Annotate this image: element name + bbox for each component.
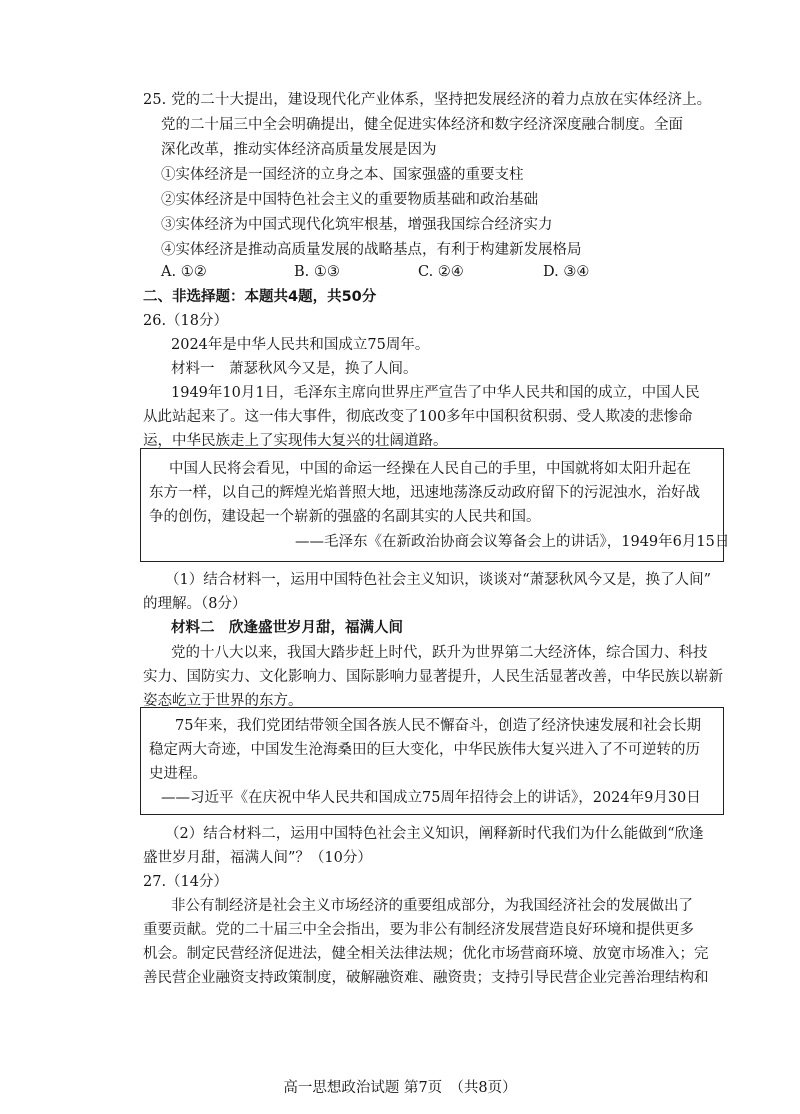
q27-head: 27.（14分） <box>143 874 229 890</box>
q25-statement-3: ③实体经济为中国式现代化筑牢根基，增强我国综合经济实力 <box>161 217 553 233</box>
section-2-heading: 二、非选择题：本题共4题，共50分 <box>143 289 377 305</box>
q27-line-3: 机会。制定民营经济促进法，健全相关法律法规；优化市场营商环境、放宽市场准入；完 <box>143 946 709 962</box>
q25-option-b: B. ①③ <box>294 264 340 280</box>
q26-sub2-line-1: （2）结合材料二，运用中国特色社会主义知识，阐释新时代我们为什么能做到“欣逢 <box>165 826 704 842</box>
quote-box-1-line-1: 中国人民将会看见，中国的命运一经操在人民自己的手里，中国就将如太阳升起在 <box>169 461 691 477</box>
q25-option-c: C. ②④ <box>418 264 464 280</box>
q26-sub1-line-1: （1）结合材料一，运用中国特色社会主义知识，谈谈对“萧瑟秋风今又是，换了人间” <box>165 572 712 588</box>
q26-material-2-line-3: 姿态屹立于世界的东方。 <box>143 693 303 709</box>
q25-option-d: D. ③④ <box>543 264 590 280</box>
q25-statement-4: ④实体经济是推动高质量发展的战略基点，有利于构建新发展格局 <box>161 242 582 258</box>
q25-stem-line-3: 深化改革，推动实体经济高质量发展是因为 <box>161 142 437 158</box>
quote-box-1-line-2: 东方一样，以自己的辉煌光焰普照大地，迅速地荡涤反动政府留下的污泥浊水，治好战 <box>149 485 700 501</box>
q26-material-1-line-3: 运，中华民族走上了实现伟大复兴的壮阔道路。 <box>143 433 448 449</box>
q26-material-1-title: 材料一 萧瑟秋风今又是，换了人间。 <box>171 361 418 377</box>
q26-material-2-line-1: 党的十八大以来，我国大踏步赶上时代，跃升为世界第二大经济体，综合国力、科技 <box>171 645 708 661</box>
quote-box-2-source: ——习近平《在庆祝中华人民共和国成立75周年招待会上的讲话》，2024年9月30日 <box>161 790 701 806</box>
quote-box-2-line-2: 稳定两大奇迹，中国发生沧海桑田的巨大变化，中华民族伟大复兴进入了不可逆转的历 <box>149 742 700 758</box>
page-footer: 高一思想政治试题 第7页 （共8页） <box>283 1080 517 1096</box>
q25-stem-line-2: 党的二十届三中全会明确提出，健全促进实体经济和数字经济深度融合制度。全面 <box>161 117 683 133</box>
q26-material-2-title: 材料二 欣逢盛世岁月甜，福满人间 <box>171 620 403 636</box>
q26-intro: 2024年是中华人民共和国成立75周年。 <box>171 337 430 353</box>
quote-box-2-line-3: 史进程。 <box>149 766 207 782</box>
q27-line-2: 重要贡献。党的二十届三中全会指出，要为非公有制经济发展营造良好环境和提供更多 <box>143 922 694 938</box>
quote-box-1 <box>140 448 730 562</box>
quote-box-1-line-3: 争的创伤，建设起一个崭新的强盛的名副其实的人民共和国。 <box>149 509 541 525</box>
quote-box-1-source: ——毛泽东《在新政治协商会议筹备会上的讲话》，1949年6月15日 <box>295 534 730 550</box>
q26-material-2-line-2: 实力、国防实力、文化影响力、国际影响力显著提升，人民生活显著改善，中华民族以崭新 <box>143 669 723 685</box>
q25-statement-2: ②实体经济是中国特色社会主义的重要物质基础和政治基础 <box>161 192 538 208</box>
quote-box-2 <box>140 707 724 815</box>
q26-sub1-line-2: 的理解。（8分） <box>143 596 247 612</box>
q26-material-1-line-1: 1949年10月1日，毛泽东主席向世界庄严宣告了中华人民共和国的成立，中国人民 <box>171 385 700 401</box>
q26-head: 26.（18分） <box>143 313 229 329</box>
q27-line-4: 善民营企业融资支持政策制度，破解融资难、融资贵；支持引导民营企业完善治理结构和 <box>143 970 709 986</box>
q25-option-a: A. ①② <box>161 264 207 280</box>
q26-sub2-line-2: 盛世岁月甜，福满人间”？（10分） <box>143 850 372 866</box>
q27-line-1: 非公有制经济是社会主义市场经济的重要组成部分，为我国经济社会的发展做出了 <box>171 898 693 914</box>
quote-box-2-line-1: 75年来，我们党团结带领全国各族人民不懈奋斗，创造了经济快速发展和社会长期 <box>175 718 701 734</box>
q25-statement-1: ①实体经济是一国经济的立身之本、国家强盛的重要支柱 <box>161 167 524 183</box>
q25-stem-line-1: 25. 党的二十大提出，建设现代化产业体系，坚持把发展经济的着力点放在实体经济上。 <box>143 92 712 108</box>
q26-material-1-line-2: 从此站起来了。这一伟大事件，彻底改变了100多年中国积贫积弱、受人欺凌的悲惨命 <box>143 409 693 425</box>
